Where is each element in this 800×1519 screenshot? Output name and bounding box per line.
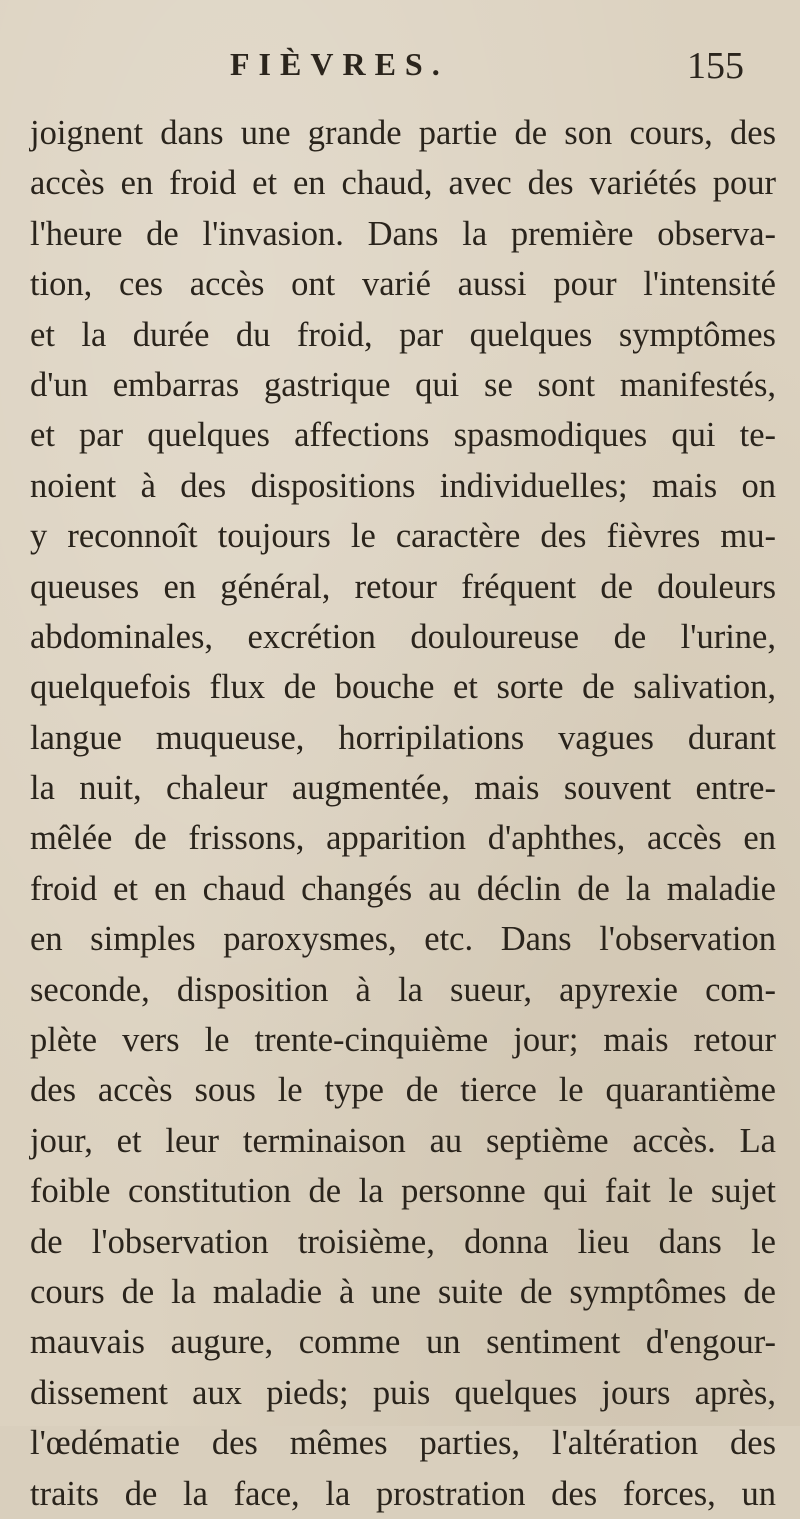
text-line: accès en froid et en chaud, avec des variétés pour: [30, 164, 776, 203]
text-line: cours de la maladie à une suite de symptômes de: [30, 1272, 776, 1311]
text-line: y reconnoît toujours le caractère des fièvres mu-: [30, 517, 776, 556]
text-line: seconde, disposition à la sueur, apyrexie com-: [30, 970, 776, 1009]
text-line: dissement aux pieds; puis quelques jours après,: [30, 1373, 776, 1412]
body-text: [30, 108, 776, 1519]
text-line: quelquefois flux de bouche et sorte de salivation,: [30, 668, 776, 707]
text-line: tion, ces accès ont varié aussi pour l'intensité: [30, 265, 776, 304]
text-line: et la durée du froid, par quelques symptômes: [30, 315, 776, 354]
text-line: queuses en général, retour fréquent de douleurs: [30, 567, 776, 606]
running-head: [0, 8, 800, 88]
text-line: jour, et leur terminaison au septième accès. La: [30, 1121, 776, 1160]
text-line: abdominales, excrétion douloureuse de l'urine,: [30, 617, 776, 656]
text-line: plète vers le trente-cinquième jour; mais retour: [30, 1021, 776, 1060]
text-line: des accès sous le type de tierce le quarantième: [30, 1071, 776, 1110]
text-line: et par quelques affections spasmodiques qui te-: [30, 416, 776, 455]
text-line: foible constitution de la personne qui fait le sujet: [30, 1172, 776, 1211]
text-line: d'un embarras gastrique qui se sont manifestés,: [30, 365, 776, 404]
page-number: 155: [687, 45, 744, 87]
text-line: de l'observation troisième, donna lieu dans le: [30, 1222, 776, 1261]
text-line: noient à des dispositions individuelles; mais on: [30, 466, 776, 505]
running-title: FIÈVRES.: [230, 46, 449, 82]
text-line: l'œdématie des mêmes parties, l'altération des: [30, 1424, 776, 1463]
text-line: langue muqueuse, horripilations vagues durant: [30, 718, 776, 757]
text-line: mêlée de frissons, apparition d'aphthes, accès en: [30, 819, 776, 858]
text-line: traits de la face, la prostration des forces, un: [30, 1474, 776, 1513]
text-line: mauvais augure, comme un sentiment d'engour-: [30, 1323, 776, 1362]
text-line: froid et en chaud changés au déclin de la maladie: [30, 869, 776, 908]
text-line: joignent dans une grande partie de son cours, des: [30, 114, 776, 152]
text-line: la nuit, chaleur augmentée, mais souvent entre-: [30, 769, 776, 808]
text-line: l'heure de l'invasion. Dans la première observa-: [30, 214, 776, 253]
text-line: en simples paroxysmes, etc. Dans l'observation: [30, 920, 776, 959]
